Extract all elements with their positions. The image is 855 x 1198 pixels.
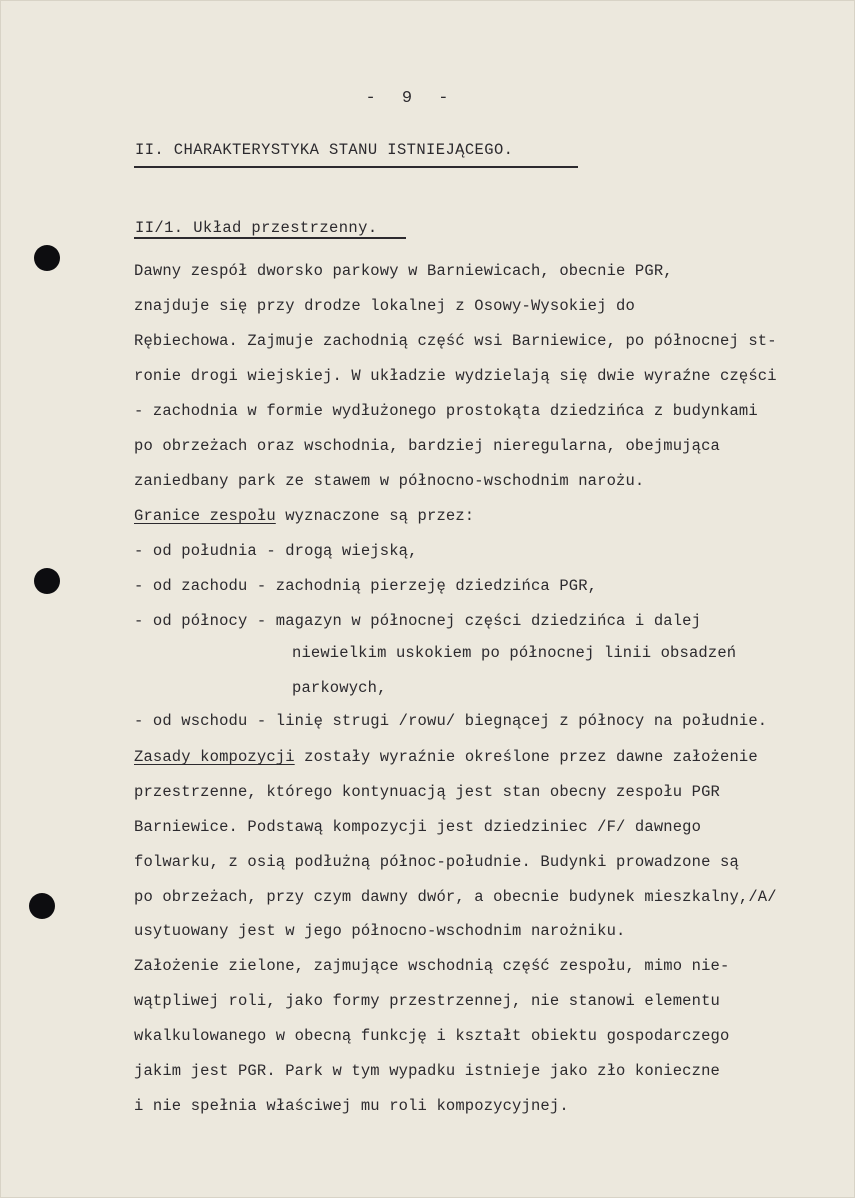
boundary-item-east: - od wschodu - linię strugi /rowu/ biegnącej z północy na południe.	[134, 712, 768, 730]
composition-line: usytuowany jest w jego północno-wschodnim narożniku.	[134, 922, 626, 940]
boundaries-lead-underlined: Granice zespołu	[134, 507, 276, 525]
composition-line: po obrzeżach, przy czym dawny dwór, a obecnie budynek mieszkalny,/A/	[134, 888, 777, 906]
para1-line: po obrzeżach oraz wschodnia, bardziej nieregularna, obejmująca	[134, 437, 720, 455]
composition-lead-rest: zostały wyraźnie określone przez dawne założenie	[294, 748, 758, 766]
composition-lead	[134, 747, 758, 767]
page-number: - 9 -	[365, 89, 457, 108]
boundary-item-north: - od północy - magazyn w północnej części dziedzińca i dalej	[134, 612, 702, 630]
punch-hole-bottom	[29, 893, 55, 919]
green-line: Założenie zielone, zajmujące wschodnią część zespołu, mimo nie-	[134, 957, 730, 975]
boundary-item-west: - od zachodu - zachodnią pierzeję dziedzińca PGR,	[134, 577, 598, 595]
para1-line: - zachodnia w formie wydłużonego prostokąta dziedzińca z budynkami	[134, 402, 758, 420]
green-line: wkalkulowanego w obecną funkcję i kształt obiektu gospodarczego	[134, 1027, 730, 1045]
boundaries-lead	[134, 506, 474, 526]
section-heading-rule	[134, 166, 578, 168]
green-line: i nie spełnia właściwej mu roli kompozycyjnej.	[134, 1097, 569, 1115]
punch-hole-top	[34, 245, 60, 271]
para1-line: ronie drogi wiejskiej. W układzie wydzielają się dwie wyraźne części	[134, 367, 777, 385]
composition-line: przestrzenne, którego kontynuacją jest stan obecny zespołu PGR	[134, 783, 720, 801]
subsection-heading: II/1. Układ przestrzenny.	[135, 219, 378, 237]
para1-line: zaniedbany park ze stawem w północno-wschodnim narożu.	[134, 472, 645, 490]
boundary-item-south: - od południa - drogą wiejską,	[134, 542, 418, 560]
boundaries-lead-rest: wyznaczone są przez:	[275, 507, 475, 525]
boundary-item-north-cont: parkowych,	[292, 679, 387, 697]
para1-line: Dawny zespół dworsko parkowy w Barniewicach, obecnie PGR,	[134, 262, 673, 280]
para1-line: Rębiechowa. Zajmuje zachodnią część wsi Barniewice, po północnej st-	[134, 332, 777, 350]
section-heading: II. CHARAKTERYSTYKA STANU ISTNIEJĄCEGO.	[135, 141, 514, 159]
para1-line: znajduje się przy drodze lokalnej z Osowy-Wysokiej do	[134, 297, 635, 315]
composition-line: folwarku, z osią podłużną północ-południe. Budynki prowadzone są	[134, 853, 739, 871]
punch-hole-middle	[34, 568, 60, 594]
composition-line: Barniewice. Podstawą kompozycji jest dziedziniec /F/ dawnego	[134, 818, 702, 836]
subsection-heading-rule	[134, 237, 406, 239]
green-line: jakim jest PGR. Park w tym wypadku istnieje jako zło konieczne	[134, 1062, 720, 1080]
green-line: wątpliwej roli, jako formy przestrzennej, nie stanowi elementu	[134, 992, 720, 1010]
composition-lead-underlined: Zasady kompozycji	[134, 748, 295, 766]
boundary-item-north-cont: niewielkim uskokiem po północnej linii obsadzeń	[292, 644, 737, 662]
